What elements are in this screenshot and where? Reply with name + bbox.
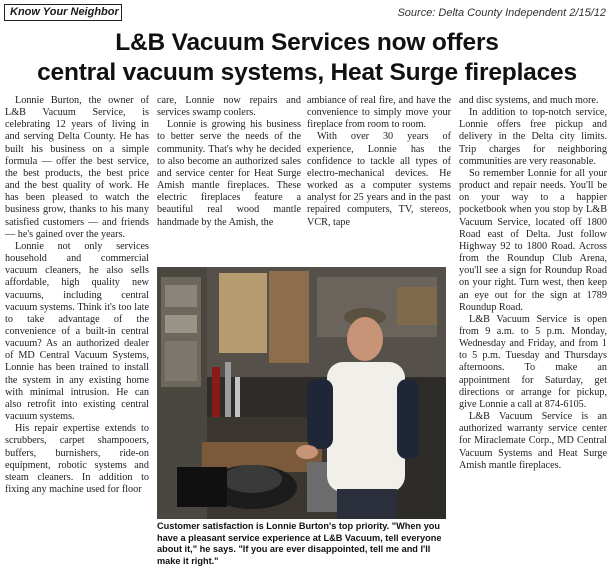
headline (0, 28, 614, 88)
paragraph: ambiance of real fire, and have the convenience to simply move your fireplace from room to room. (307, 95, 451, 131)
article-photo (157, 267, 446, 519)
article-column-4 (459, 95, 607, 577)
workshop-photo-illustration (157, 267, 446, 519)
paragraph: and disc systems, and much more. (459, 95, 599, 106)
headline-line-2: central vacuum systems, Heat Surge fireplaces (37, 59, 577, 86)
paragraph: Lonnie Burton, the owner of L&B Vacuum Service, is celebrating 12 years of living in and serving Delta County. He has built his business on a simple formula — offer the best service, the best products, the best price and the best quality of work. He has been pleased to watch the business grow, thanks to his many satisfied customers — and friends — he's gained over the years. (5, 95, 149, 240)
paragraph: So remember Lonnie for all your product and repair needs. You'll be on your way to a happier pocketbook when you stop by L&B Vacuum Service, located off 1800 Road east of Delta. Just follow Highway 92 to 1800 Road. Across from the Roundup Club Arena, you'll see a sign for Roundup Road on your right. Turn west, then keep an eye out for the sign at 1789 Roundup Road. (459, 167, 607, 313)
paragraph: In addition to top-notch service, Lonnie offers free pickup and delivery in the Delta city limits. Trip charges for neighboring communities are very reasonable. (459, 107, 607, 167)
paragraph: L&B Vacuum Service is an authorized warranty service center for Miraclemate Corp., MD Central Vacuum Systems and Heat Surge Amish mantle fireplaces. (459, 411, 607, 471)
photo-caption: Customer satisfaction is Lonnie Burton's top priority. "When you have a pleasant service experience at L&B Vacuum, tell everyone about it," he says. "If you are ever disappointed, tell me and I'll make it right." (157, 521, 442, 566)
source-credit: Source: Delta County Independent 2/15/12 (397, 7, 606, 19)
headline-line-1: L&B Vacuum Services now offers (115, 29, 499, 56)
section-tag: Know Your Neighbor (4, 4, 122, 21)
paragraph: Lonnie not only services household and commercial vacuum cleaners, he also sells affordable, high quality new vacuums, including central vacuum systems. Think it's too late to take advantage of the convenience of a built-in central vacuum? As an authorized dealer of MD Central Vacuum Systems, Lonnie has been trained to install the system in any existing home with minimal intrusion. He can also retrofit into existing central vacuum systems. (5, 240, 149, 423)
article-column-3 (307, 95, 451, 260)
paragraph: Lonnie is growing his business to better serve the needs of the community. That's why he decided to also become an authorized sales and service center for Heat Surge Amish mantle fireplaces. These electric fireplaces feature a beautiful real wood mantle handmade by the Amish, the (157, 119, 301, 228)
paragraph: care, Lonnie now repairs and services swamp coolers. (157, 95, 301, 119)
paragraph: His repair expertise extends to scrubbers, carpet shampooers, buffers, burnishers, ride-on equipment, robotic systems and steam cleaners. In addition to fixing any machine used for floor (5, 423, 149, 495)
article-column-1 (5, 95, 149, 577)
paragraph: With over 30 years of experience, Lonnie has the confidence to tackle all types of electro-mechanical devices. He worked as a computer systems analyst for 25 years and in the past repaired computers, TV, stereos, VCR, tape (307, 131, 451, 228)
article-column-2 (157, 95, 301, 260)
paragraph: L&B Vacuum Service is open from 9 a.m. to 5 p.m. Monday, Wednesday and Friday, and from 1 to 5 p.m. Tuesday and Thursdays afternoons. To make an appointment for Saturday, get directions or arrange for pickup, give Lonnie a call at 874-6105. (459, 313, 607, 410)
